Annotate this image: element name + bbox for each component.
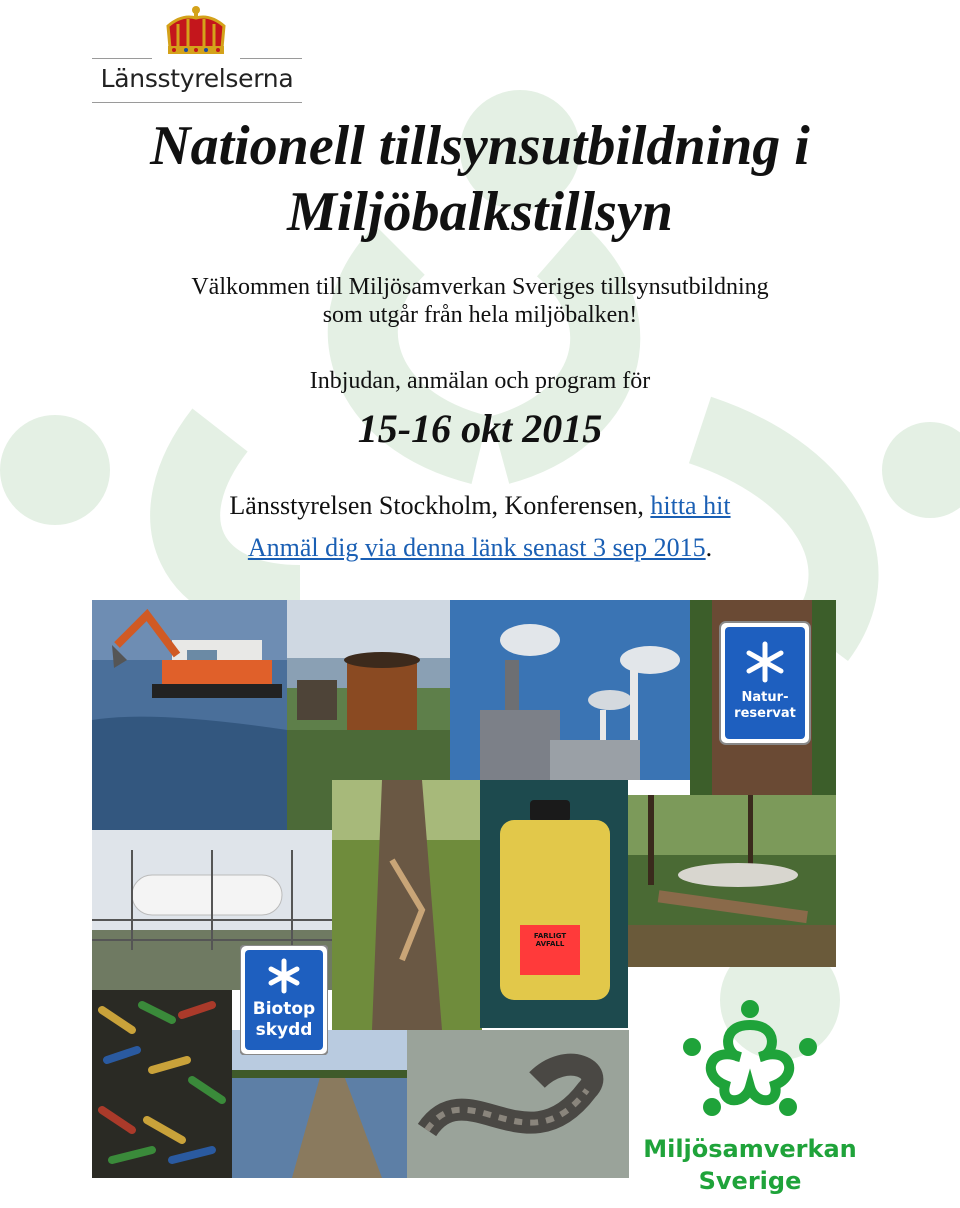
registration-link[interactable]: Anmäl dig via denna länk senast 3 sep 2015: [247, 533, 706, 562]
biotope-sign-text: [245, 999, 323, 1041]
photo-excavator-in-lake: [92, 600, 287, 830]
footer-logo-line2: Sverige: [698, 1167, 802, 1195]
photo-nature-reserve-sign: [690, 600, 836, 795]
intro-line1: Välkommen till Miljösamverkan Sveriges tillsynsutbildning: [191, 274, 769, 300]
photo-industrial-plant: [450, 600, 690, 780]
canister-label: FARLIGT AVFALL: [533, 932, 567, 948]
photo-forest-logs: [628, 795, 836, 967]
photo-tree-trunk: [332, 780, 482, 1030]
crown-icon: [164, 4, 228, 60]
sign-line1: Natur-: [741, 690, 789, 705]
venue-text: Länsstyrelsen Stockholm, Konferensen,: [229, 491, 644, 520]
photo-biotope-sign: [240, 945, 328, 1055]
directions-link[interactable]: hitta hit: [650, 491, 731, 520]
event-date: 15-16 okt 2015: [357, 406, 603, 451]
nature-reserve-sign-text: [725, 690, 805, 722]
lansstyrelserna-logo: [92, 4, 302, 104]
miljosamverkan-logo: [640, 995, 860, 1205]
intro-text: [0, 273, 960, 329]
photo-adder-snake: [407, 1030, 629, 1178]
biotope-line1: Biotop: [252, 999, 316, 1019]
invitation-text: Inbjudan, anmälan och program för: [309, 368, 651, 394]
footer-logo-line1: Miljösamverkan: [643, 1135, 857, 1163]
intro-line2: som utgår från hela miljöbalken!: [322, 302, 638, 328]
page-title-line1: Nationell tillsynsutbildning i: [150, 115, 810, 177]
venue-line: [0, 491, 960, 521]
logo-text: Länsstyrelserna: [100, 64, 294, 93]
photo-hazardous-waste-canister: [480, 780, 628, 1028]
photo-batteries: [92, 990, 232, 1178]
registration-suffix: .: [705, 533, 713, 562]
page-title-line2: Miljöbalkstillsyn: [287, 181, 673, 243]
biotope-line2: skydd: [255, 1020, 313, 1040]
registration-line: [0, 533, 960, 563]
flower-logo-icon: [680, 995, 820, 1120]
sign-line2: reservat: [734, 706, 796, 721]
